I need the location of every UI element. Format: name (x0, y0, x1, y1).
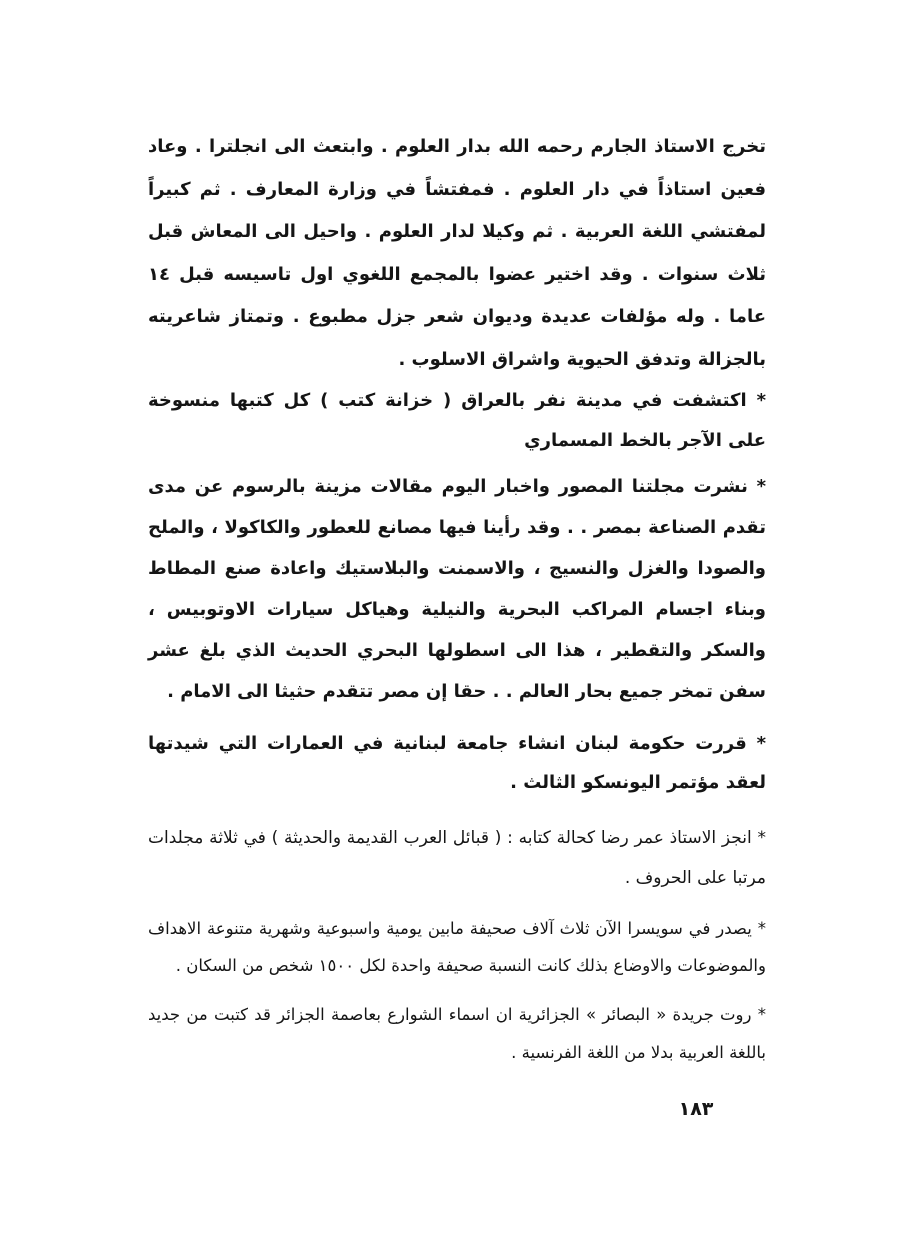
paragraph-lebanon-university: * قررت حكومة لبنان انشاء جامعة لبنانية في العمارات التي شيدتها لعقد مؤتمر اليونسكو الثالث . (148, 733, 766, 793)
page-body-text (148, 126, 766, 1072)
paragraph-egypt-industry: * نشرت مجلتنا المصور واخبار اليوم مقالات مزينة بالرسوم عن مدى تقدم الصناعة بمصر . . وقد رأينا فيها مصانع للعطور والكاكولا ، والملح والصودا والغزل والنسيج ، والاسمنت والبلاستيك واعادة صنع المطاط وبناء اجسام المراكب البحرية والنيلية وهياكل سيارات الاوتوبيس ، والسكر والتقطير ، هذا الى اسطولها البحري الحديث الذي بلغ عشر سفن تمخر جميع بحار العالم . . حقا إن مصر تتقدم حثيثا الى الامام . (148, 476, 766, 702)
page-number: ١٨٣ (678, 1098, 714, 1120)
paragraph-algiers-streets: * روت جريدة « البصائر » الجزائرية ان اسماء الشوارع بعاصمة الجزائر قد كتبت من جديد باللغة العربية بدلا من اللغة الفرنسية . (148, 1005, 766, 1062)
paragraph-nippur-library: * اكتشفت في مدينة نفر بالعراق ( خزانة كتب ) كل كتبها منسوخة على الآجر بالخط المسماري (148, 390, 766, 451)
paragraph-jarim-biography: تخرج الاستاذ الجارم رحمه الله بدار العلوم . وابتعث الى انجلترا . وعاد فعين استاذاً في دار العلوم . فمفتشاً في وزارة المعارف . ثم كبيراً لمفتشي اللغة العربية . ثم وكيلا لدار العلوم . واحيل الى المعاش قبل ثلاث سنوات . وقد اختير عضوا بالمجمع اللغوي اول تاسيسه قبل ١٤ عاما . وله مؤلفات عديدة وديوان شعر جزل مطبوع . وتمتاز شاعريته بالجزالة وتدفق الحيوية واشراق الاسلوب . (148, 136, 766, 370)
paragraph-kahhala-book: * انجز الاستاذ عمر رضا كحالة كتابه : ( قبائل العرب القديمة والحديثة ) في ثلاثة مجلدات مرتبا على الحروف . (148, 828, 766, 888)
paragraph-swiss-newspapers: * يصدر في سويسرا الآن ثلاث آلاف صحيفة مابين يومية واسبوعية وشهرية متنوعة الاهداف والموضوعات والاوضاع بذلك كانت النسبة صحيفة واحدة لكل ١٥٠٠ شخص من السكان . (148, 919, 766, 975)
